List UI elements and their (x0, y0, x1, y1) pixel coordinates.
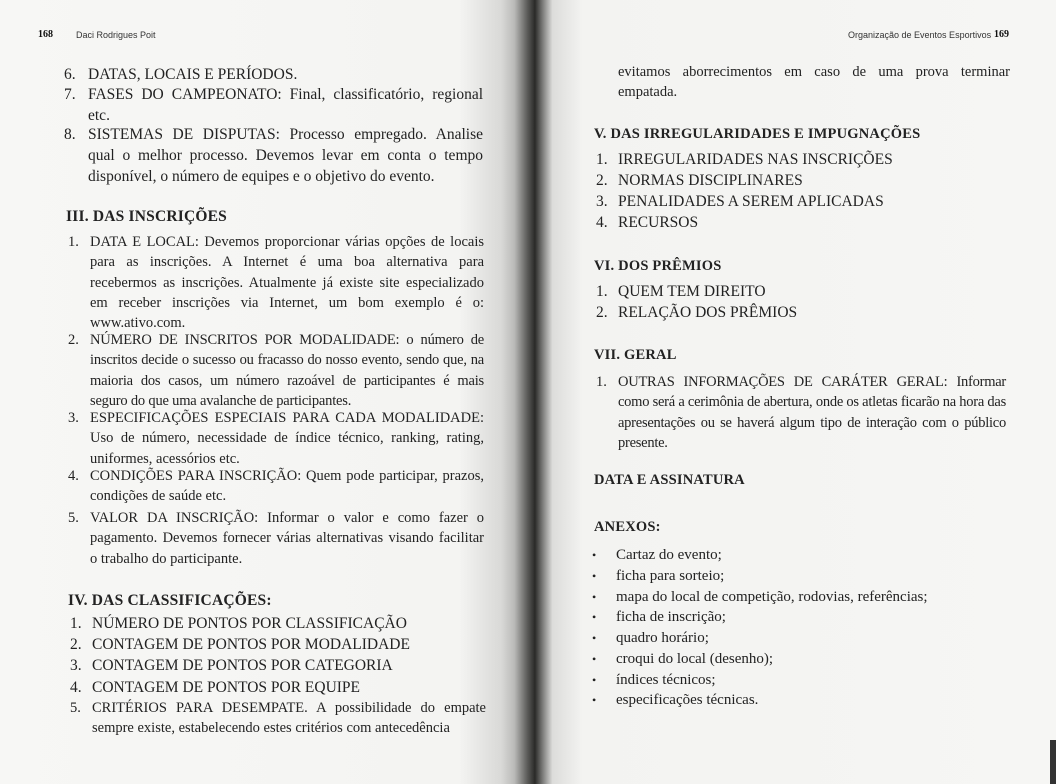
section-heading-premios: VI. DOS PRÊMIOS (594, 258, 722, 274)
right-page: Organização de Eventos Esportivos 169 evitamos aborrecimentos em caso de uma prova terminar empatada. V. DAS IRREGULARIDADES E IMPUGNAÇÕES 1. IRREGULARIDADES NAS INSCRIÇÕES 2. NORMAS DISCIPLINARES 3. PENALIDADES A SEREM APLICADAS 4. RECURSOS VI. DOS PRÊMIOS 1. QUEM TEM DIREITO 2. RELAÇÃO DOS PRÊMIOS VII. GERAL 1. OUTRAS INFORMAÇÕES DE CARÁTER GERAL: Informar como será a cerimônia de abertura, onde os atletas ficarão na hora das apresentações ou se haverá algum tipo de interação com o público presente. DATA E ASSINATURA ANEXOS: • Cartaz do evento; • ficha para sorteio; • mapa do local de competição, rodovias, referências; • ficha de inscrição; • quadro horário; • croqui do local (desenho); • índices técnicos; • especificações técnicas. (552, 0, 1056, 784)
signature-heading: DATA E ASSINATURA (594, 472, 745, 488)
bullet-icon: • (592, 569, 597, 583)
bullet-icon: • (592, 590, 597, 604)
annexes-heading: ANEXOS: (594, 519, 661, 535)
scan-edge-mark (1050, 740, 1056, 784)
section-heading-geral: VII. GERAL (594, 347, 677, 363)
page-number-left: 168 (38, 29, 53, 40)
running-head-right: Organização de Eventos Esportivos (848, 30, 992, 40)
bullet-icon: • (592, 673, 597, 687)
section-heading-inscricoes: III. DAS INSCRIÇÕES (66, 208, 228, 225)
running-head-left: Daci Rodrigues Poit (76, 30, 156, 40)
bullet-icon: • (592, 652, 597, 666)
continuation-paragraph: evitamos aborrecimentos em caso de uma prova terminar empatada. (618, 64, 1010, 101)
bullet-icon: • (592, 631, 597, 645)
bullet-icon: • (592, 610, 597, 624)
section-heading-irregularidades: V. DAS IRREGULARIDADES E IMPUGNAÇÕES (594, 126, 921, 142)
left-page: 168 Daci Rodrigues Poit 6. DATAS, LOCAIS E PERÍODOS. 7. FASES DO CAMPEONATO: Final, classificatório, regional etc. 8. SISTEMAS DE DISPUTAS: Processo empregado. Analise qual o melhor processo. Devemos levar em conta o tempo disponível, o número de equipes e o objetivo do evento. III. DAS INSCRIÇÕES 1. DATA E LOCAL: Devemos proporcionar várias opções de locais para as inscrições. A Internet é uma boa alternativa para recebermos as inscrições. Atualmente já existe site especializado em receber inscrições via Internet, um bom exemplo é o: www.ativo.com. 2. NÚMERO DE INSCRITOS POR MODALIDADE: o número de inscritos decide o sucesso ou fracasso do nosso evento, sendo que, na maioria dos casos, um número razoável de participantes é mais seguro do que uma avalanche de participantes. 3. ESPECIFICAÇÕES ESPECIAIS PARA CADA MODALIDADE: Uso de número, necessidade de índice técnico, ranking, rating, uniformes, acessórios etc. 4. CONDIÇÕES PARA INSCRIÇÃO: Quem pode participar, prazos, condições de saúde etc. 5. VALOR DA INSCRIÇÃO: Informar o valor e como fazer o pagamento. Devemos fornecer várias alternativas visando facilitar o trabalho do participante. IV. DAS CLASSIFICAÇÕES: 1. NÚMERO DE PONTOS POR CLASSIFICAÇÃO 2. CONTAGEM DE PONTOS POR MODALIDADE 3. CONTAGEM DE PONTOS POR CATEGORIA 4. CONTAGEM DE PONTOS POR EQUIPE 5. CRITÉRIOS PARA DESEMPATE. A possibilidade do empate sempre existe, estabelecendo estes critérios com antecedência (0, 0, 522, 784)
section-heading-classificacoes: IV. DAS CLASSIFICAÇÕES: (68, 592, 272, 609)
bullet-icon: • (592, 548, 597, 562)
page-number-right: 169 (994, 29, 1009, 40)
bullet-icon: • (592, 693, 597, 707)
book-spine-gutter (514, 0, 552, 784)
